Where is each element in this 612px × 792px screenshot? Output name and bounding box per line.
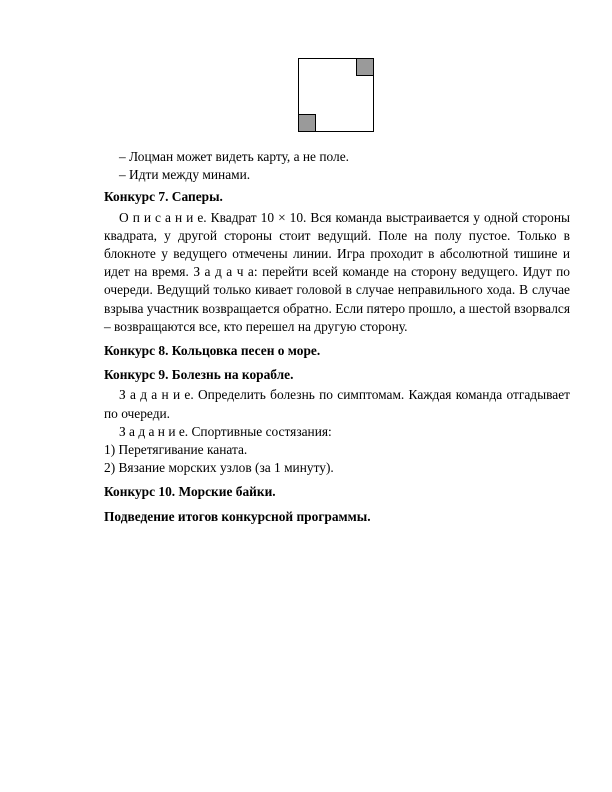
contest10-heading: Конкурс 10. Морские байки. — [104, 484, 276, 500]
document-body — [104, 148, 570, 528]
list-item: 2) Вязание морских узлов (за 1 минуту). — [104, 460, 334, 476]
task2-text: Спортивные состязания: — [188, 423, 332, 439]
minefield-square-figure — [298, 58, 374, 132]
task-label: З а д а ч а: — [193, 264, 258, 280]
summary-heading: Подведение итогов конкурсной программы. — [104, 508, 371, 524]
task1-label: З а д а н и е. — [119, 387, 194, 403]
shaded-cell-bottom-left — [298, 114, 316, 132]
contest7-description — [104, 209, 570, 336]
description-label: О п и с а н и е. — [119, 209, 207, 225]
task1-text: Определить болезнь по симптомам. Каждая команда отгадывает по очереди. — [104, 387, 571, 421]
task-text: перейти всей команде на сторону ведущего. Идут по очереди. Ведущий только кивает головой в случае неправильного хода. В случае взрыва участник возвращается обратно. Если пятеро прошло, а шестой взорвался – возвращаются все, кто перешел на другую сторону. — [104, 264, 570, 334]
contest8-heading: Конкурс 8. Кольцовка песен о море. — [104, 343, 321, 359]
contest7-heading: Конкурс 7. Саперы. — [104, 189, 223, 205]
contest9-task1 — [104, 386, 570, 422]
contest9-heading: Конкурс 9. Болезнь на корабле. — [104, 367, 294, 383]
shaded-cell-top-right — [356, 58, 374, 76]
task2-label: З а д а н и е. — [119, 423, 189, 439]
contest9-task2 — [104, 423, 570, 441]
dash-line-map: – Лоцман может видеть карту, а не поле. — [119, 149, 349, 164]
description-text: Квадрат 10 × 10. Вся команда выстраивается у одной стороны квадрата, у другой стороны стоит ведущий. Поле на полу пустое. Только в блокноте у ведущего отмечены линии. Игра проходит в абсолютной тишине и идет на время. — [104, 209, 570, 280]
list-item: 1) Перетягивание каната. — [104, 442, 248, 458]
dash-line-walk: – Идти между минами. — [119, 167, 251, 183]
